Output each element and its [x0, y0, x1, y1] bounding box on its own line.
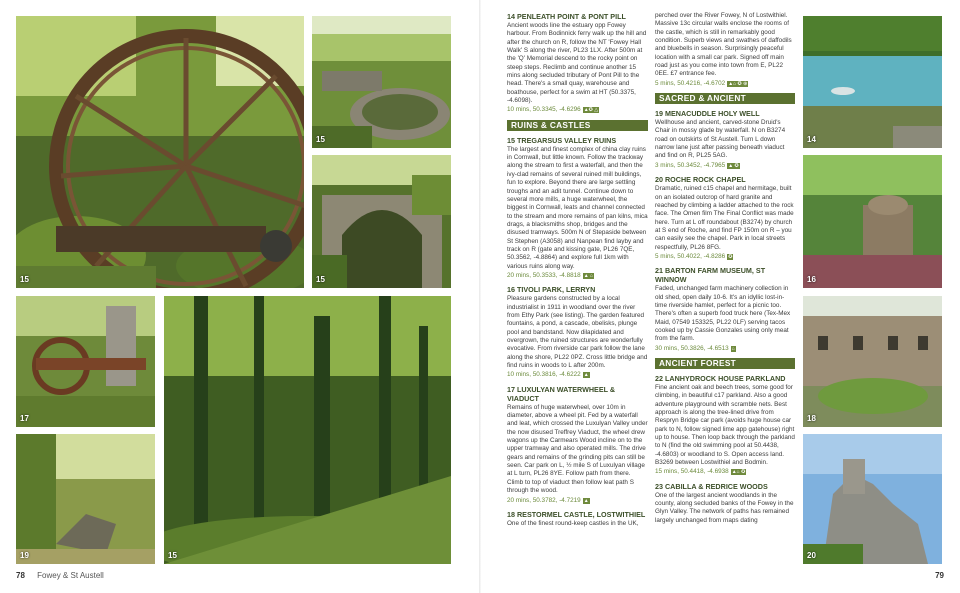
photo-waterwheel	[16, 16, 304, 288]
photo-number: 15	[316, 275, 325, 284]
entry-coords: 3 mins, 50.3452, -4.7965	[655, 161, 726, 169]
entry-title: 23 CABILLA & REDRICE WOODS	[655, 481, 768, 491]
running-head: Fowey & St Austell	[37, 571, 104, 580]
entry-icons: ▲✪ △	[583, 107, 599, 114]
entry-23	[655, 482, 795, 525]
entry-meta	[655, 345, 795, 353]
entry-coords: 10 mins, 50.3816, -4.6222	[507, 371, 581, 379]
entry-meta	[655, 80, 795, 88]
photo-number: 15	[20, 275, 29, 284]
photo-holy-well	[803, 155, 942, 288]
entry-body: Dramatic, ruined c15 chapel and hermitage, built on an isolated outcrop of hard granite and reached by climbing a ladder attached to the rock face. The Omen film The Final Conflict was made here. Turn at L off roundabout (B3274) by church at S end of Roche, and find FP 150m on R – you can easily see the chapel. Park in local streets respectfully, PL26 8FG.	[655, 185, 794, 251]
text-column-1	[507, 12, 648, 533]
page-number-left: 78	[16, 571, 25, 580]
entry-meta	[655, 468, 795, 476]
entry-title: 21 BARTON FARM MUSEUM, ST WINNOW	[655, 266, 766, 285]
entry-meta	[507, 497, 648, 505]
entry-coords: 20 mins, 50.3782, -4.7219	[507, 496, 581, 504]
entry-meta	[507, 106, 648, 114]
photo-number: 15	[168, 551, 177, 560]
entry-icons: ⌂	[731, 345, 735, 352]
entry-body: The largest and finest complex of china clay ruins in Cornwall, but little known. Follow the trackway along the stream to first a waterfall, and then the ivy-clad remains of several ruined mill buildings, fun to explore. Beyond there are large settling troughs and an adit tunnel. Continue down to several more mills, a huge waterwheel, the biggest in Cornwall, leats and channel connected to the stream and more remains of pan kilns, mica drags, a blacksmiths shop, bridges and the disused tramways. 500m N of Stepaside between St Stephen (A3058) and Nanpean find layby and track on R (gate and kissing gate, PL26 7QE, 50.3562, -4.8864) and explore full 1km with various ruins along way.	[507, 145, 648, 270]
entry-coords: 5 mins, 50.4216, -4.6702	[655, 79, 726, 87]
entry-title: 19 MENACUDDLE HOLY WELL	[655, 109, 760, 119]
entry-coords: 10 mins, 50.3345, -4.6296	[507, 106, 581, 114]
entry-title: 16 TIVOLI PARK, LERRYN	[507, 285, 596, 295]
entry-16	[507, 285, 648, 379]
entry-18-continued	[655, 12, 795, 88]
entry-19	[655, 109, 795, 170]
entry-body: Remains of huge waterwheel, over 10m in diameter, above a wheel pit. Fed by a waterfall and leat, which crossed the Luxulyan Valley under the now disused Treffrey Viaduct, the wheel drew wagons up the Carmears Wood incline on to the upper tramway and also operated mills. The drive gears and remains of the grinding pits can still be seen. Car park on L, ½ mile S of Luxulyan village at L turn, PL26 8YE. Follow path from there. Climb to top of viaduct then follow leat path S through the wood.	[507, 403, 648, 495]
entry-body: Fine ancient oak and beech trees, some good for climbing, in beautiful c17 parkland. Also a good adventure playground with scramble nets. Best approach is along the tree-lined drive from Respryn Bridge car park (avoids huge house car park to N, follow signed lime app gatehouse) right up to house. Then loop back through the parkland to N (find the old swimming pool at 50.4438, -4.6803) or woodland to S. Open access land. B3269 between Lostwithiel and Bodmin.	[655, 384, 795, 467]
photo-roche-rock	[803, 434, 942, 564]
river-illustration	[803, 16, 942, 148]
entry-title: 15 TREGARSUS VALLEY RUINS	[507, 135, 617, 145]
machinery-illustration	[16, 296, 155, 427]
rock-chapel-illustration	[803, 434, 942, 564]
forest-illustration	[164, 296, 451, 564]
entry-icons: ▲ ⌂	[583, 272, 594, 279]
entry-meta	[507, 272, 648, 280]
entry-icons: ▲	[583, 372, 589, 379]
castle-illustration	[803, 296, 942, 427]
entry-meta	[655, 253, 795, 261]
entry-title: 18 RESTORMEL CASTLE, LOSTWITHIEL	[507, 509, 646, 519]
page-gutter	[479, 0, 481, 593]
entry-18	[507, 510, 648, 528]
stone-illustration	[16, 434, 155, 564]
photo-settling-tank	[312, 16, 451, 148]
entry-body: Faded, unchanged farm machinery collection in old shed, open daily 10-6. It's an idyllic lost-in-time riverside hamlet, perfect for a picnic too. There's often a superb food truck here (Tex-Mex Maid, 07549 153325, PL22 0LF) serving tacos cooked up by Cassie Gonzales using only meat from the farm.	[655, 285, 791, 343]
entry-coords: 30 mins, 50.3826, -4.6513	[655, 344, 729, 352]
entry-icons: ▲ ✪	[728, 162, 739, 169]
entry-title: 17 LUXULYAN WATERWHEEL & VIADUCT	[507, 384, 616, 403]
entry-17	[507, 385, 648, 505]
photo-river-swim	[803, 16, 942, 148]
photo-rusty-machinery	[16, 296, 155, 427]
section-heading: RUINS & CASTLES	[507, 120, 648, 131]
entry-title: 14 PENLEATH POINT & PONT PILL	[507, 12, 626, 21]
photo-number: 16	[807, 275, 816, 284]
entry-icons: ▲⌂ ✪	[731, 469, 746, 476]
entry-body: Wellhouse and ancient, carved-stone Druid's Chair in mossy glade by waterfall. N on B3274 road on outskirts of St Austell. Turn L down narrow lane just after passing beneath viaduct and find on R, PL25 5AG.	[655, 119, 786, 160]
entry-meta	[655, 162, 795, 170]
settling-tank-illustration	[312, 16, 451, 148]
entry-body: One of the largest ancient woodlands in the county, along secluded banks of the Fowey in the Glyn Valley. The network of paths has remained largely unchanged from maps dating	[655, 491, 794, 524]
arch-ruin-illustration	[312, 155, 451, 288]
text-column-2	[655, 12, 795, 530]
photo-number: 19	[20, 551, 29, 560]
entry-14	[507, 12, 648, 115]
entry-meta	[507, 371, 648, 379]
photo-number: 18	[807, 414, 816, 423]
page-number-right: 79	[935, 571, 944, 580]
entry-title: 22 LANHYDROCK HOUSE PARKLAND	[655, 374, 786, 383]
entry-body: Pleasure gardens constructed by a local industrialist in 1911 in woodland over the river from Ethy Park (see listing). The garden featured fountains, a pond, a cascade, obelisks, plunge pool and bandstand. Now dilapidated and overgrown, the ruined structures are wonderfully evocative. From riverside car park follow the lane along the shore, PL22 0PZ. Cross little bridge and find ruins in woods to L after 200m.	[507, 295, 648, 370]
entry-21	[655, 266, 795, 353]
entry-coords: 5 mins, 50.4022, -4.8286	[655, 252, 726, 260]
entry-body: One of the finest round-keep castles in the UK,	[507, 519, 639, 527]
page-footer-left	[16, 571, 104, 580]
photo-castle-ruin	[803, 296, 942, 427]
photo-number: 14	[807, 135, 816, 144]
entry-icons: ▲	[583, 497, 589, 504]
holy-well-illustration	[803, 155, 942, 288]
entry-22	[655, 374, 795, 477]
photo-mossy-stone	[16, 434, 155, 564]
photo-arch-ruin	[312, 155, 451, 288]
entry-title: 20 ROCHE ROCK CHAPEL	[655, 175, 746, 185]
entry-body: perched over the River Fowey, N of Lostwithiel. Massive 13c circular walls enclose the rooms of the castle, which is still in remarkably good condition. Superb views and swathes of daffodils and bluebells in season. Surprisingly peaceful location with a small car park. Signed off main road just as you come into town from E, PL22 0EE. £7 entrance fee.	[655, 12, 792, 78]
photo-ivy-forest	[164, 296, 451, 564]
photo-number: 15	[316, 135, 325, 144]
section-heading: ANCIENT FOREST	[655, 358, 795, 369]
entry-icons: ▲⌂ ✪ ⊕	[728, 80, 748, 87]
section-heading: SACRED & ANCIENT	[655, 93, 795, 104]
entry-20	[655, 175, 795, 261]
entry-body: Ancient woods line the estuary opp Fowey harbour. From Bodinnick ferry walk up the hill and after the church on R, follow the NT 'Fowey Hall Walk' S along the river, PL23 1LX. After 500m at the 'Q' Memorial descend to the rocky point on steep steps. Reclimb and continue another 15 mins along secluded tributary of Pont Pill to the head. There's a small quay, warehouse and boathouse, perfect for a swim at HT (50.3375, -4.6098).	[507, 22, 647, 105]
waterwheel-illustration	[16, 16, 304, 288]
photo-number: 17	[20, 414, 29, 423]
entry-coords: 20 mins, 50.3533, -4.8818	[507, 271, 581, 279]
photo-number: 20	[807, 551, 816, 560]
entry-15	[507, 136, 648, 281]
entry-icons: ✪	[728, 253, 733, 260]
entry-coords: 15 mins, 50.4418, -4.6938	[655, 468, 729, 476]
